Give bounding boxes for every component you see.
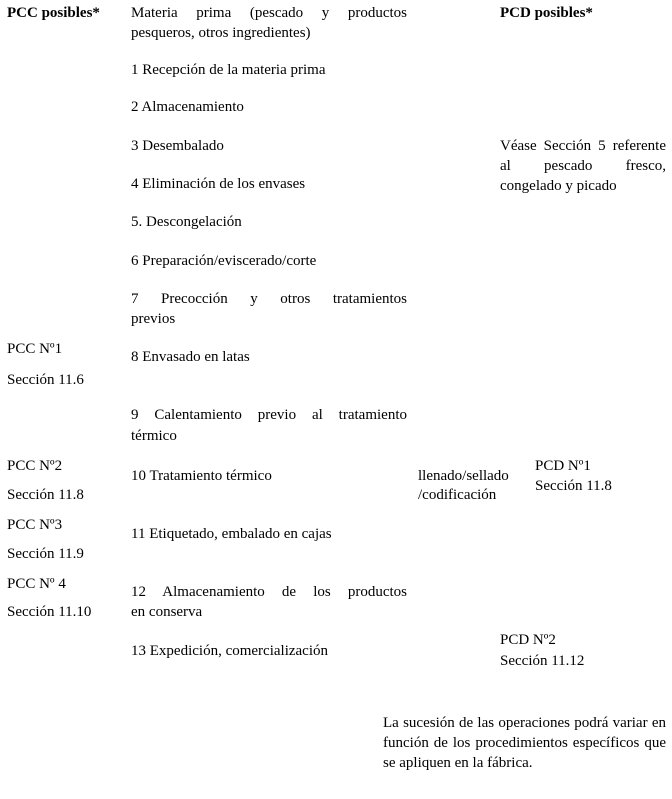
- step-9-line2: térmico: [131, 428, 177, 444]
- step-7-line1: 7 Precocción y otros tratamientos: [131, 291, 407, 307]
- pcc-4-label: PCC Nº 4: [7, 576, 66, 592]
- pcc-3-label: PCC Nº3: [7, 517, 63, 533]
- pcc-2-section: Sección 11.8: [7, 487, 84, 503]
- pcc-2-label: PCC Nº2: [7, 458, 63, 474]
- raw-material-line2: pesqueros, otros ingredientes): [131, 25, 311, 41]
- step-13: 13 Expedición, comercialización: [131, 643, 328, 659]
- pcc-1-label: PCC Nº1: [7, 341, 63, 357]
- pcd-header: PCD posibles*: [500, 5, 593, 21]
- side-step-line1: llenado/sellado: [418, 468, 509, 484]
- pcc-4-section: Sección 11.10: [7, 604, 92, 620]
- see-section-note: Véase Sección 5 referente al pescado fresco, congelado y picado: [500, 138, 666, 194]
- footnote: La sucesión de las operaciones podrá variar en función de los procedimientos específicos que se apliquen en la fábrica.: [383, 715, 666, 771]
- pcd-2-label: PCD Nº2: [500, 632, 556, 648]
- step-6: 6 Preparación/eviscerado/corte: [131, 253, 317, 269]
- step-11: 11 Etiquetado, embalado en cajas: [131, 526, 332, 542]
- step-5: 5. Descongelación: [131, 214, 242, 230]
- step-12-line1: 12 Almacenamiento de los productos: [131, 584, 407, 600]
- side-step-line2: /codificación: [418, 487, 497, 503]
- step-12-line2: en conserva: [131, 604, 203, 620]
- step-1: 1 Recepción de la materia prima: [131, 62, 326, 78]
- raw-material-line1: Materia prima (pescado y productos: [131, 5, 407, 21]
- step-10: 10 Tratamiento térmico: [131, 468, 272, 484]
- step-8: 8 Envasado en latas: [131, 349, 250, 365]
- pcc-header: PCC posibles*: [7, 5, 100, 21]
- step-9-line1: 9 Calentamiento previo al tratamiento: [131, 407, 407, 423]
- step-2: 2 Almacenamiento: [131, 99, 244, 115]
- pcc-1-section: Sección 11.6: [7, 372, 84, 388]
- pcc-3-section: Sección 11.9: [7, 546, 84, 562]
- pcd-2-section: Sección 11.12: [500, 653, 585, 669]
- step-7-line2: previos: [131, 311, 176, 327]
- pcd-1-label: PCD Nº1: [535, 458, 591, 474]
- step-4: 4 Eliminación de los envases: [131, 176, 306, 192]
- step-3: 3 Desembalado: [131, 138, 224, 154]
- pcd-1-section: Sección 11.8: [535, 478, 612, 494]
